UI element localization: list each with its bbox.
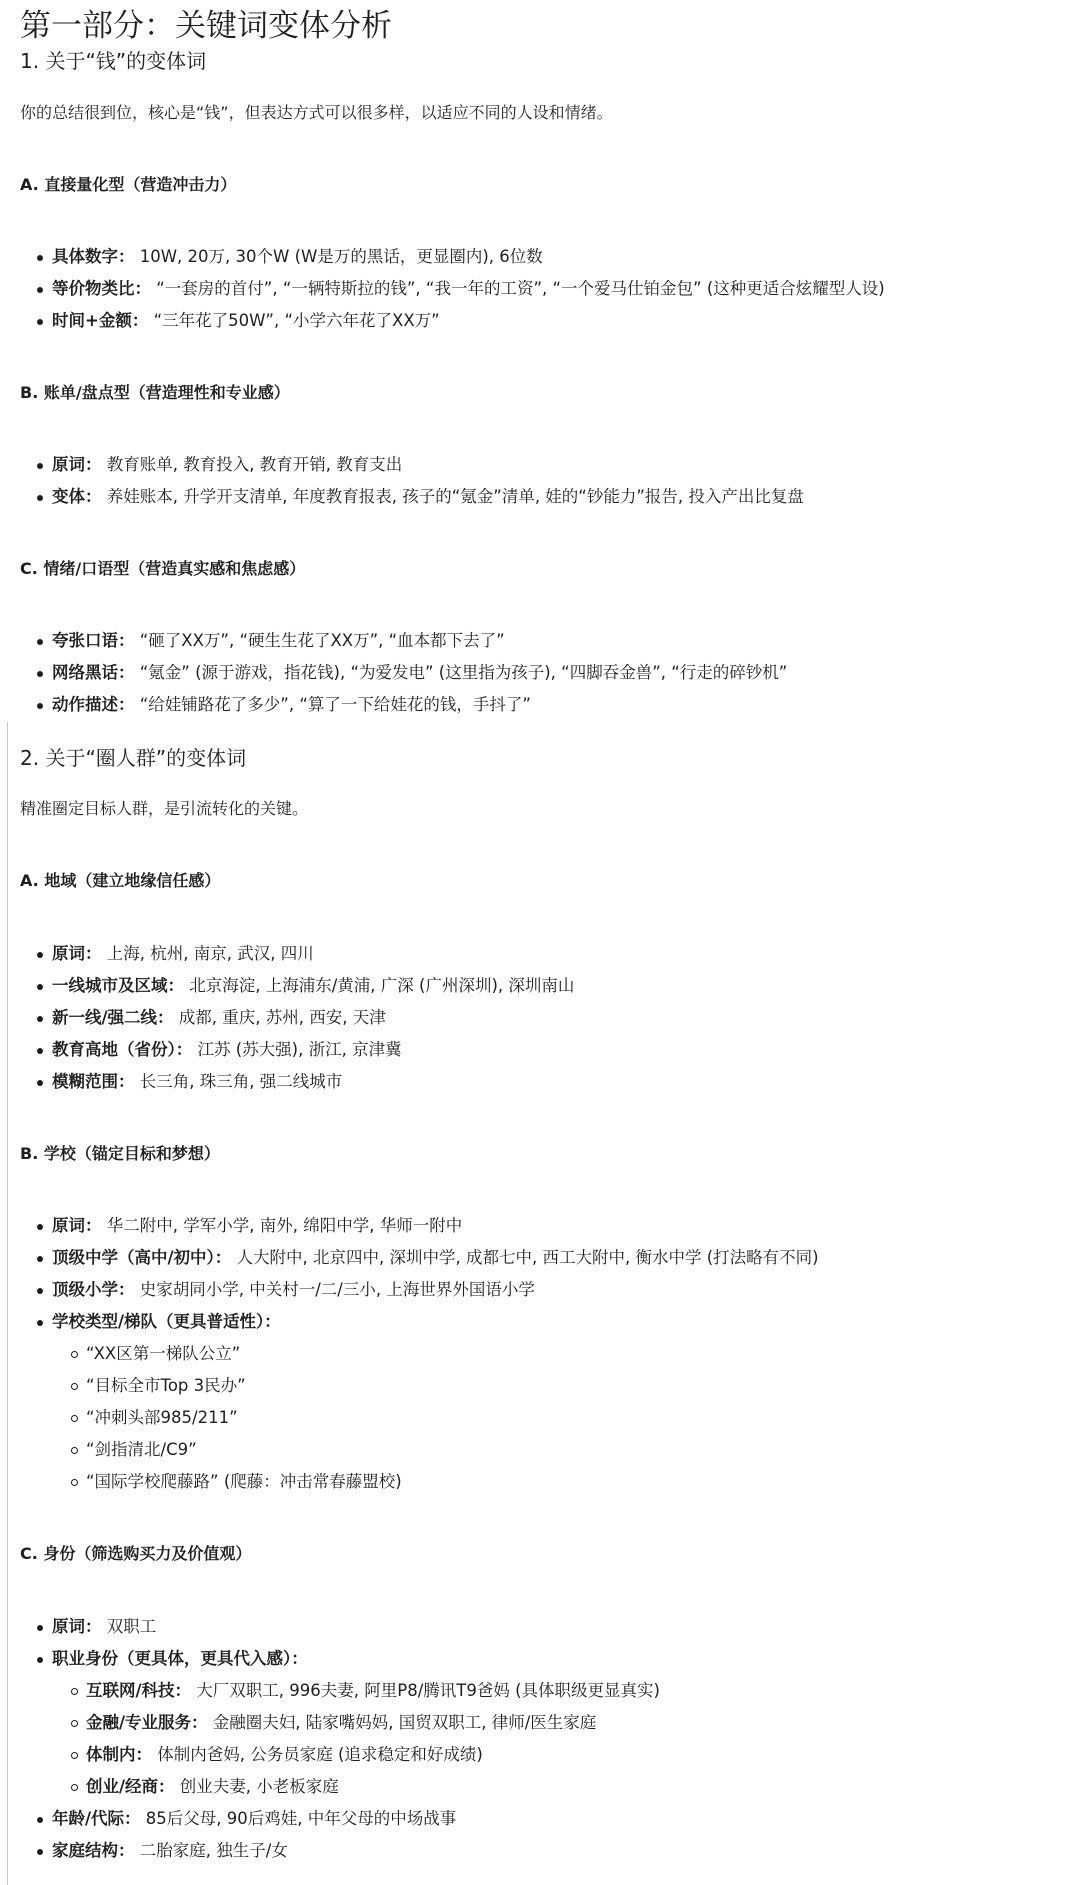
- list-item: 顶级小学： 史家胡同小学, 中关村一/二/三小, 上海世界外国语小学: [0, 1274, 819, 1306]
- list-item: 动作描述： “给娃铺路花了多少”, “算了一下给娃花的钱，手抖了”: [0, 689, 787, 721]
- section-2-heading: 2. 关于“圈人群”的变体词: [20, 746, 247, 770]
- sub-list-item: “国际学校爬藤路” (爬藤：冲击常春藤盟校): [0, 1466, 819, 1498]
- list-item: 时间+金额： “三年花了50W”, “小学六年花了XX万”: [0, 305, 885, 337]
- sub-list-item: 互联网/科技： 大厂双职工, 996夫妻, 阿里P8/腾讯T9爸妈 (具体职级更显真实): [0, 1675, 660, 1707]
- sub-list-item: “目标全市Top 3民办”: [0, 1370, 819, 1402]
- list-item: 家庭结构： 二胎家庭, 独生子/女: [0, 1835, 660, 1867]
- sub-list-item: 金融/专业服务： 金融圈夫妇, 陆家嘴妈妈, 国贸双职工, 律师/医生家庭: [0, 1707, 660, 1739]
- list-item: 夸张口语： “砸了XX万”, “硬生生花了XX万”, “血本都下去了”: [0, 625, 787, 657]
- sub-list-item: 创业/经商： 创业夫妻, 小老板家庭: [0, 1771, 660, 1803]
- list-item: 教育高地（省份）： 江苏 (苏大强), 浙江, 京津冀: [0, 1034, 574, 1066]
- section-1c-list: [0, 625, 787, 721]
- section-1-intro: 你的总结很到位，核心是“钱”，但表达方式可以很多样，以适应不同的人设和情绪。: [20, 103, 613, 122]
- section-2a-heading: A. 地域（建立地缘信任感）: [20, 871, 221, 890]
- list-item: 原词： 教育账单, 教育投入, 教育开销, 教育支出: [0, 449, 804, 481]
- section-1b-list: [0, 449, 804, 513]
- list-item: 年龄/代际： 85后父母, 90后鸡娃, 中年父母的中场战事: [0, 1803, 660, 1835]
- list-item: 模糊范围： 长三角, 珠三角, 强二线城市: [0, 1066, 574, 1098]
- section-2b-heading: B. 学校（锚定目标和梦想）: [20, 1144, 220, 1163]
- section-1b-heading: B. 账单/盘点型（营造理性和专业感）: [20, 383, 290, 402]
- section-1-heading: 1. 关于“钱”的变体词: [20, 49, 207, 73]
- list-item: 具体数字： 10W, 20万, 30个W (W是万的黑话，更显圈内), 6位数: [0, 241, 885, 273]
- section-2a-list: [0, 938, 574, 1098]
- list-item: 原词： 双职工: [0, 1611, 660, 1643]
- section-2-intro: 精准圈定目标人群，是引流转化的关键。: [20, 799, 309, 818]
- list-item: 学校类型/梯队（更具普适性）：: [0, 1306, 819, 1338]
- list-item: 变体： 养娃账本, 升学开支清单, 年度教育报表, 孩子的“氪金”清单, 娃的“钞能力”报告, 投入产出比复盘: [0, 481, 804, 513]
- list-item: 顶级中学（高中/初中）： 人大附中, 北京四中, 深圳中学, 成都七中, 西工大附中, 衡水中学 (打法略有不同): [0, 1242, 819, 1274]
- sub-list-item: “剑指清北/C9”: [0, 1434, 819, 1466]
- list-item: 新一线/强二线： 成都, 重庆, 苏州, 西安, 天津: [0, 1002, 574, 1034]
- section-2b-list: [0, 1210, 819, 1498]
- sub-list-item: “XX区第一梯队公立”: [0, 1338, 819, 1370]
- section-1c-heading: C. 情绪/口语型（营造真实感和焦虑感）: [20, 559, 306, 578]
- list-item: 等价物类比： “一套房的首付”, “一辆特斯拉的钱”, “我一年的工资”, “一个爱马仕铂金包” (这种更适合炫耀型人设): [0, 273, 885, 305]
- list-item: 原词： 华二附中, 学军小学, 南外, 绵阳中学, 华师一附中: [0, 1210, 819, 1242]
- section-2c-list: [0, 1611, 660, 1867]
- list-item: 网络黑话： “氪金” (源于游戏，指花钱), “为爱发电” (这里指为孩子), “四脚吞金兽”, “行走的碎钞机”: [0, 657, 787, 689]
- section-1a-heading: A. 直接量化型（营造冲击力）: [20, 175, 237, 194]
- list-item: 原词： 上海, 杭州, 南京, 武汉, 四川: [0, 938, 574, 970]
- section-1a-list: [0, 241, 885, 337]
- page-title: 第一部分：关键词变体分析: [20, 8, 392, 44]
- list-item: 一线城市及区域： 北京海淀, 上海浦东/黄浦, 广深 (广州深圳), 深圳南山: [0, 970, 574, 1002]
- sub-list-item: “冲刺头部985/211”: [0, 1402, 819, 1434]
- section-2c-heading: C. 身份（筛选购买力及价值观）: [20, 1544, 252, 1563]
- list-item: 职业身份（更具体，更具代入感）：: [0, 1643, 660, 1675]
- sub-list-item: 体制内： 体制内爸妈, 公务员家庭 (追求稳定和好成绩): [0, 1739, 660, 1771]
